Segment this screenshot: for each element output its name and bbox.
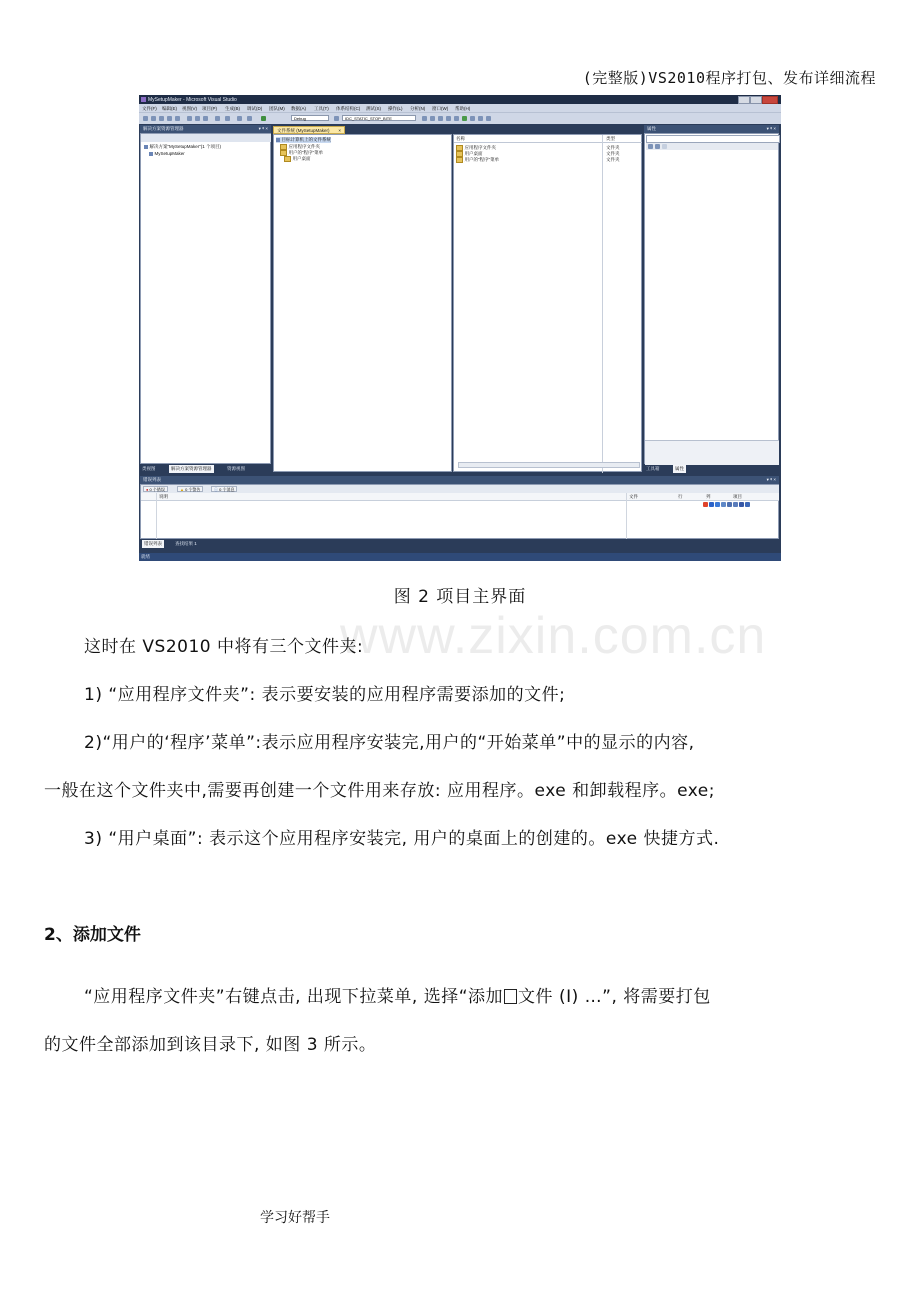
properties-toolbar: [646, 143, 778, 150]
fs-tree-item-label: 用户桌面: [292, 156, 311, 161]
list-item-1: 1) “应用程序文件夹”: 表示要安装的应用程序需要添加的文件;: [84, 685, 566, 705]
menu-window: 窗口(W): [432, 105, 449, 111]
solution-explorer-title: [140, 125, 271, 133]
error-list-title-text: 错误列表: [143, 477, 161, 482]
figure-caption: 图 2 项目主界面: [393, 587, 527, 607]
tab-file-system-label: 文件系统 (MySetupMaker): [277, 128, 330, 133]
page-footer: 学习好帮手: [260, 1210, 330, 1226]
add-file-paragraph: [84, 982, 711, 1007]
fs-tree-item: [284, 156, 311, 162]
error-list-title: [140, 476, 779, 484]
new-project-icon: [143, 116, 148, 121]
navigate-back-icon: [237, 116, 242, 121]
window-title: MySetupMaker - Microsoft Visual Studio: [148, 96, 237, 103]
fs-tree-item-label: 用户的“程序”菜单: [288, 150, 323, 155]
folder-icon: [456, 151, 463, 157]
ime-shirt-icon: [739, 502, 744, 507]
menu-file: 文件(F): [142, 105, 157, 111]
warnings-filter: [177, 486, 203, 492]
solution-explorer-panel: [140, 133, 271, 464]
missing-glyph-box: [504, 989, 517, 1004]
column-line: 行: [678, 494, 683, 499]
paste-icon: [203, 116, 208, 121]
row-type: 文件夹: [606, 157, 620, 162]
toolbar-icon-h: [478, 116, 483, 121]
messages-count: 0 个消息: [219, 487, 235, 492]
toolbar: [139, 112, 781, 124]
properties-object-combo: [646, 135, 780, 143]
open-icon: [159, 116, 164, 121]
menu-build: 生成(B): [225, 105, 240, 111]
fs-list-header: [454, 135, 642, 143]
folder-icon: [280, 144, 287, 150]
error-icon: ●: [146, 487, 149, 492]
properties-title-text: 属性: [647, 126, 656, 131]
warning-icon: ▲: [180, 487, 184, 492]
menu-help: 帮助(H): [455, 105, 471, 111]
computer-icon: [276, 138, 280, 142]
menu-analyze: 分析(N): [410, 105, 426, 111]
project-icon: [149, 152, 153, 156]
column-type: 类型: [606, 136, 615, 141]
error-filter-bar: [141, 485, 779, 493]
grid-line: [156, 493, 157, 539]
project-label: MySetupMaker: [154, 151, 185, 156]
fs-list-row: [456, 157, 499, 163]
row-type: 文件夹: [606, 145, 620, 150]
list-item-2: 2)“用户的‘程序’菜单”:表示应用程序安装完,用户的“开始菜单”中的显示的内容,: [84, 733, 695, 753]
tab-toolbox: 工具箱: [646, 466, 660, 471]
window-titlebar: [139, 95, 781, 104]
error-list-pin-icon: ▾ ᵠ ×: [766, 477, 776, 482]
ime-lang-icon: [709, 502, 714, 507]
column-file: 文件: [629, 494, 638, 499]
menu-tools: 工具(T): [314, 105, 329, 111]
property-pages-icon: [662, 144, 667, 149]
add-file-text-a: “应用程序文件夹”右键点击, 出现下拉菜单, 选择“添加: [84, 987, 504, 1007]
tab-find-results: 查找结果 1: [175, 541, 197, 546]
toolbar-icon-i: [486, 116, 491, 121]
project-node: [149, 151, 185, 156]
properties-panel: [644, 133, 779, 464]
fs-tree-item-label: 应用程序文件夹: [288, 144, 320, 149]
menu-architecture: 体系结构(C): [336, 105, 361, 111]
save-icon: [167, 116, 172, 121]
solution-explorer-toolbar: [141, 134, 271, 142]
folder-icon: [280, 150, 287, 156]
folder-icon: [456, 145, 463, 151]
folder-icon: [284, 156, 291, 162]
column-col: 列: [706, 494, 711, 499]
horizontal-scrollbar: [458, 462, 640, 468]
redo-icon: [225, 116, 230, 121]
toolbar-icon-d: [446, 116, 451, 121]
row-name: 用户的“程序”菜单: [464, 157, 499, 162]
errors-count: 0 个错误: [149, 487, 165, 492]
solution-label: 解决方案“MySetupMaker”(1 个项目): [149, 144, 222, 149]
toolbar-icon-g: [470, 116, 475, 121]
add-file-text-b: 文件 (I) …”, 将需要打包: [518, 987, 711, 1007]
list-item-3: 3) “用户桌面”: 表示这个应用程序安装完, 用户的桌面上的创建的。exe 快捷方式.: [84, 829, 720, 849]
column-name: 名称: [456, 136, 465, 141]
fs-root-label: 目标计算机上的文件系统: [281, 137, 331, 142]
menu-data: 数据(A): [291, 105, 306, 111]
tab-file-system: [273, 126, 345, 134]
warnings-count: 0 个警告: [185, 487, 201, 492]
properties-pin-icon: ▾ ᵠ ×: [766, 126, 776, 131]
vs-logo-icon: [141, 97, 146, 102]
tab-class-view: 类视图: [142, 466, 156, 471]
ime-toolbar: [703, 502, 751, 509]
solution-explorer-pin-icon: ▾ ᵠ ×: [258, 126, 268, 131]
tab-solution-explorer: 解决方案资源管理器: [171, 466, 212, 471]
row-type: 文件夹: [606, 151, 620, 156]
properties-description-area: [645, 440, 779, 465]
list-item-2-cont: 一般在这个文件夹中,需要再创建一个文件用来存放: 应用程序。exe 和卸载程序。exe;: [44, 781, 715, 801]
categorized-icon: [648, 144, 653, 149]
row-name: 用户桌面: [464, 151, 483, 156]
errors-filter: [143, 486, 168, 492]
start-debug-icon: [261, 116, 266, 121]
menu-test: 测试(S): [366, 105, 381, 111]
ime-user-icon: [733, 502, 738, 507]
minimize-icon: [738, 96, 750, 104]
row-name: 应用程序文件夹: [464, 145, 496, 150]
menu-debug: 调试(D): [247, 105, 263, 111]
add-file-paragraph-cont: 的文件全部添加到该目录下, 如图 3 所示。: [44, 1035, 377, 1055]
solution-icon: [144, 145, 148, 149]
toolbar-icon-b: [430, 116, 435, 121]
toolbar-icon-a: [422, 116, 427, 121]
folder-icon: [456, 157, 463, 163]
save-all-icon: [175, 116, 180, 121]
fs-root-node: [276, 137, 331, 143]
fs-list-panel: [453, 134, 642, 472]
toolbar-icon-c: [438, 116, 443, 121]
column-divider: [602, 135, 603, 473]
fs-tree-panel: [273, 134, 452, 472]
close-icon: [762, 96, 778, 104]
error-list-panel: [140, 484, 779, 539]
menu-bar: [139, 104, 781, 112]
page-header: (完整版)VS2010程序打包、发布详细流程: [582, 69, 876, 87]
properties-title: [644, 125, 779, 133]
intro-paragraph: 这时在 VS2010 中将有三个文件夹:: [84, 637, 364, 657]
vs2010-screenshot: [139, 95, 781, 561]
ime-tools-icon: [745, 502, 750, 507]
ime-keyboard-icon: [727, 502, 732, 507]
tab-error-list: 错误列表: [144, 541, 162, 546]
navigate-forward-icon: [247, 116, 252, 121]
copy-icon: [195, 116, 200, 121]
ime-moon-icon: [715, 502, 720, 507]
menu-edit: 编辑(E): [162, 105, 177, 111]
maximize-icon: [750, 96, 762, 104]
status-bar: 就绪: [139, 553, 781, 561]
undo-icon: [215, 116, 220, 121]
target-combo: IDC_STATIC_STOP_BITE: [342, 115, 416, 121]
error-columns: [141, 493, 779, 501]
column-project: 项目: [733, 494, 742, 499]
add-item-icon: [151, 116, 156, 121]
menu-actions: 操作(L): [388, 105, 403, 111]
menu-view: 视图(V): [182, 105, 197, 111]
grid-line: [626, 493, 627, 539]
find-icon: [334, 116, 339, 121]
section-heading: 2、添加文件: [44, 925, 141, 945]
solution-node: [144, 144, 221, 150]
toolbar-icon-f: [462, 116, 467, 121]
info-icon: ⓘ: [214, 487, 218, 492]
ime-logo-icon: [703, 502, 708, 507]
cut-icon: [187, 116, 192, 121]
config-combo: Debug: [291, 115, 329, 121]
tab-resource-view: 资源视图: [227, 466, 245, 471]
messages-filter: [211, 486, 237, 492]
solution-explorer-title-text: 解决方案资源管理器: [143, 126, 184, 131]
tab-properties: 属性: [675, 466, 684, 471]
tab-close-icon: ×: [338, 128, 341, 133]
column-description: 说明: [159, 494, 168, 499]
ime-punct-icon: [721, 502, 726, 507]
toolbar-icon-e: [454, 116, 459, 121]
menu-team: 团队(M): [269, 105, 285, 111]
menu-project: 项目(P): [202, 105, 217, 111]
alphabetical-icon: [655, 144, 660, 149]
watermark: www.zixin.com.cn: [340, 607, 767, 665]
